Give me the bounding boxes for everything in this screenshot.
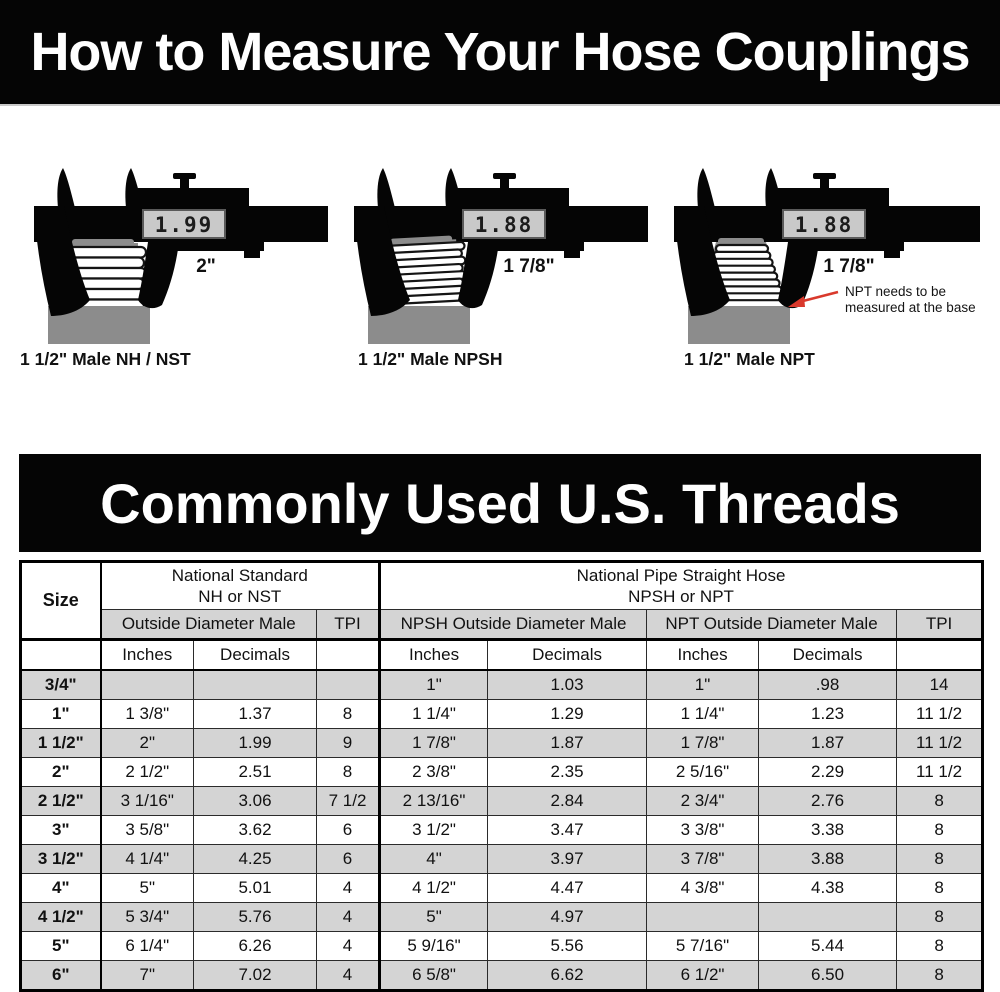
caliper-figure-npt: [660, 168, 980, 370]
header-group-row: [21, 562, 983, 610]
size-cell: 3": [21, 816, 101, 845]
value-cell: 4.47: [488, 874, 647, 903]
value-cell: [101, 670, 194, 700]
value-cell: 2 13/16": [380, 787, 488, 816]
value-cell: 5 3/4": [101, 903, 194, 932]
value-cell: 1 1/4": [380, 700, 488, 729]
page-header: [0, 0, 1000, 106]
measurement-label: 1 7/8": [503, 256, 555, 277]
value-cell: 3 1/16": [101, 787, 194, 816]
value-cell: 4": [380, 845, 488, 874]
value-cell: 5.01: [194, 874, 317, 903]
lcd-reading: 1.88: [794, 213, 854, 237]
value-cell: 8: [897, 845, 983, 874]
value-cell: 1.23: [759, 700, 897, 729]
caliper-illustration-npt: [660, 168, 980, 346]
units-empty-size: [21, 640, 101, 671]
caliper-caption: 1 1/2" Male NPSH: [358, 349, 503, 369]
table-row: [21, 700, 983, 729]
value-cell: 9: [317, 729, 380, 758]
value-cell: 4.97: [488, 903, 647, 932]
value-cell: 8: [317, 700, 380, 729]
value-cell: 2.29: [759, 758, 897, 787]
caliper-illustration-npsh: [340, 168, 660, 346]
units-nh-decimals: Decimals: [194, 640, 317, 671]
value-cell: 1 1/4": [647, 700, 759, 729]
value-cell: 1": [647, 670, 759, 700]
value-cell: 11 1/2: [897, 729, 983, 758]
value-cell: 2 3/4": [647, 787, 759, 816]
value-cell: 3 7/8": [647, 845, 759, 874]
caliper-inner-jaw-left: [697, 168, 715, 208]
group-nh-line1: National Standard: [171, 566, 308, 585]
value-cell: 8: [897, 932, 983, 961]
value-cell: 14: [897, 670, 983, 700]
value-cell: 1 7/8": [380, 729, 488, 758]
value-cell: 5.76: [194, 903, 317, 932]
value-cell: .98: [759, 670, 897, 700]
value-cell: 5": [380, 903, 488, 932]
size-cell: 4 1/2": [21, 903, 101, 932]
value-cell: 3 3/8": [647, 816, 759, 845]
table-row: [21, 758, 983, 787]
value-cell: 4 1/2": [380, 874, 488, 903]
caliper-diagrams: [0, 168, 1000, 370]
caliper-slider-body: [472, 242, 584, 251]
value-cell: 5.56: [488, 932, 647, 961]
value-cell: [759, 903, 897, 932]
col-header-size: Size: [21, 562, 101, 640]
threads-table-body: [21, 670, 983, 991]
value-cell: 4: [317, 961, 380, 991]
lcd-reading: 1.88: [474, 213, 534, 237]
value-cell: 3 1/2": [380, 816, 488, 845]
size-cell: 3 1/2": [21, 845, 101, 874]
value-cell: 2.76: [759, 787, 897, 816]
caliper-figure-npsh: [340, 168, 660, 370]
caliper-slider-body: [792, 242, 904, 251]
header-subgroup-row: [21, 610, 983, 640]
table-row: [21, 670, 983, 700]
table-row: [21, 729, 983, 758]
value-cell: 4.25: [194, 845, 317, 874]
annotation-text-line2: measured at the base: [845, 300, 976, 315]
value-cell: 3.62: [194, 816, 317, 845]
col-header-nh-tpi: TPI: [317, 610, 380, 640]
value-cell: 8: [897, 874, 983, 903]
value-cell: 8: [897, 787, 983, 816]
group-nh-line2: NH or NST: [198, 587, 282, 606]
caliper-caption: 1 1/2" Male NH / NST: [20, 349, 191, 369]
col-header-npt-od-male: NPT Outside Diameter Male: [647, 610, 897, 640]
value-cell: 8: [897, 903, 983, 932]
caliper-illustration-nh-nst: [20, 168, 340, 346]
value-cell: 2 5/16": [647, 758, 759, 787]
units-npsh-decimals: Decimals: [488, 640, 647, 671]
value-cell: 4: [317, 932, 380, 961]
units-nh-inches: Inches: [101, 640, 194, 671]
value-cell: 3.06: [194, 787, 317, 816]
measurement-label: 1 7/8": [823, 256, 875, 277]
caliper-thumbscrew-cap: [493, 173, 516, 179]
value-cell: 4: [317, 903, 380, 932]
size-cell: 2 1/2": [21, 787, 101, 816]
value-cell: 1 3/8": [101, 700, 194, 729]
value-cell: 6 1/4": [101, 932, 194, 961]
table-row: [21, 961, 983, 991]
group-npsh-line1: National Pipe Straight Hose: [576, 566, 786, 585]
size-cell: 5": [21, 932, 101, 961]
size-cell: 4": [21, 874, 101, 903]
size-cell: 3/4": [21, 670, 101, 700]
units-npt-decimals: Decimals: [759, 640, 897, 671]
header-units-row: [21, 640, 983, 671]
col-group-national-pipe-straight-hose: [380, 562, 983, 610]
caliper-slider-tab: [884, 251, 900, 258]
value-cell: 2": [101, 729, 194, 758]
col-header-tpi: TPI: [897, 610, 983, 640]
measurement-label: 2": [196, 256, 216, 277]
annotation-text-line1: NPT needs to be: [845, 284, 947, 299]
caliper-inner-jaw-left: [57, 168, 75, 208]
value-cell: 4 3/8": [647, 874, 759, 903]
table-row: [21, 845, 983, 874]
value-cell: [647, 903, 759, 932]
value-cell: 2.84: [488, 787, 647, 816]
value-cell: 2 1/2": [101, 758, 194, 787]
caliper-upper-rail: [447, 188, 569, 206]
value-cell: 11 1/2: [897, 700, 983, 729]
col-header-nh-od-male: Outside Diameter Male: [101, 610, 317, 640]
value-cell: 6: [317, 845, 380, 874]
page-title: How to Measure Your Hose Couplings: [30, 22, 970, 82]
units-empty-tpi-right: [897, 640, 983, 671]
npt-base-annotation: [788, 284, 976, 315]
size-cell: 6": [21, 961, 101, 991]
value-cell: 5 9/16": [380, 932, 488, 961]
value-cell: 1.99: [194, 729, 317, 758]
caliper-upper-rail: [127, 188, 249, 206]
value-cell: 1.37: [194, 700, 317, 729]
value-cell: 7.02: [194, 961, 317, 991]
value-cell: 5.44: [759, 932, 897, 961]
value-cell: [194, 670, 317, 700]
table-row: [21, 903, 983, 932]
value-cell: 8: [897, 961, 983, 991]
value-cell: 6: [317, 816, 380, 845]
units-empty-tpi: [317, 640, 380, 671]
value-cell: 11 1/2: [897, 758, 983, 787]
caliper-figure-nh-nst: [20, 168, 340, 370]
caliper-caption: 1 1/2" Male NPT: [684, 349, 815, 369]
value-cell: 7": [101, 961, 194, 991]
value-cell: 4: [317, 874, 380, 903]
value-cell: 3.88: [759, 845, 897, 874]
table-banner: [19, 454, 981, 552]
value-cell: 2.51: [194, 758, 317, 787]
value-cell: 3.97: [488, 845, 647, 874]
units-npt-inches: Inches: [647, 640, 759, 671]
table-row: [21, 816, 983, 845]
units-npsh-inches: Inches: [380, 640, 488, 671]
caliper-slider-body: [152, 242, 264, 251]
group-npsh-line2: NPSH or NPT: [628, 587, 734, 606]
value-cell: 6.62: [488, 961, 647, 991]
value-cell: 3 5/8": [101, 816, 194, 845]
caliper-inner-jaw-left: [377, 168, 395, 208]
value-cell: [317, 670, 380, 700]
value-cell: 1 7/8": [647, 729, 759, 758]
table-banner-title: Commonly Used U.S. Threads: [100, 471, 900, 535]
value-cell: 3.38: [759, 816, 897, 845]
table-row: [21, 787, 983, 816]
lcd-reading: 1.99: [154, 213, 214, 237]
value-cell: 2 3/8": [380, 758, 488, 787]
annotation-arrow-line: [803, 292, 838, 301]
caliper-thumbscrew-cap: [813, 173, 836, 179]
col-group-national-standard: [101, 562, 380, 610]
value-cell: 1.29: [488, 700, 647, 729]
caliper-moving-jaw: [458, 242, 499, 308]
threads-table: [19, 560, 984, 992]
caliper-upper-rail: [767, 188, 889, 206]
value-cell: 6.26: [194, 932, 317, 961]
size-cell: 2": [21, 758, 101, 787]
size-cell: 1 1/2": [21, 729, 101, 758]
value-cell: 6.50: [759, 961, 897, 991]
caliper-thumbscrew-cap: [173, 173, 196, 179]
value-cell: 1.87: [759, 729, 897, 758]
value-cell: 7 1/2: [317, 787, 380, 816]
size-cell: 1": [21, 700, 101, 729]
value-cell: 6 1/2": [647, 961, 759, 991]
caliper-slider-tab: [564, 251, 580, 258]
value-cell: 3.47: [488, 816, 647, 845]
col-header-npsh-od-male: NPSH Outside Diameter Male: [380, 610, 647, 640]
table-row: [21, 874, 983, 903]
table-row: [21, 932, 983, 961]
value-cell: 5": [101, 874, 194, 903]
value-cell: 2.35: [488, 758, 647, 787]
value-cell: 1.03: [488, 670, 647, 700]
value-cell: 1.87: [488, 729, 647, 758]
value-cell: 6 5/8": [380, 961, 488, 991]
value-cell: 4 1/4": [101, 845, 194, 874]
value-cell: 4.38: [759, 874, 897, 903]
value-cell: 5 7/16": [647, 932, 759, 961]
caliper-slider-tab: [244, 251, 260, 258]
value-cell: 8: [317, 758, 380, 787]
value-cell: 1": [380, 670, 488, 700]
value-cell: 8: [897, 816, 983, 845]
